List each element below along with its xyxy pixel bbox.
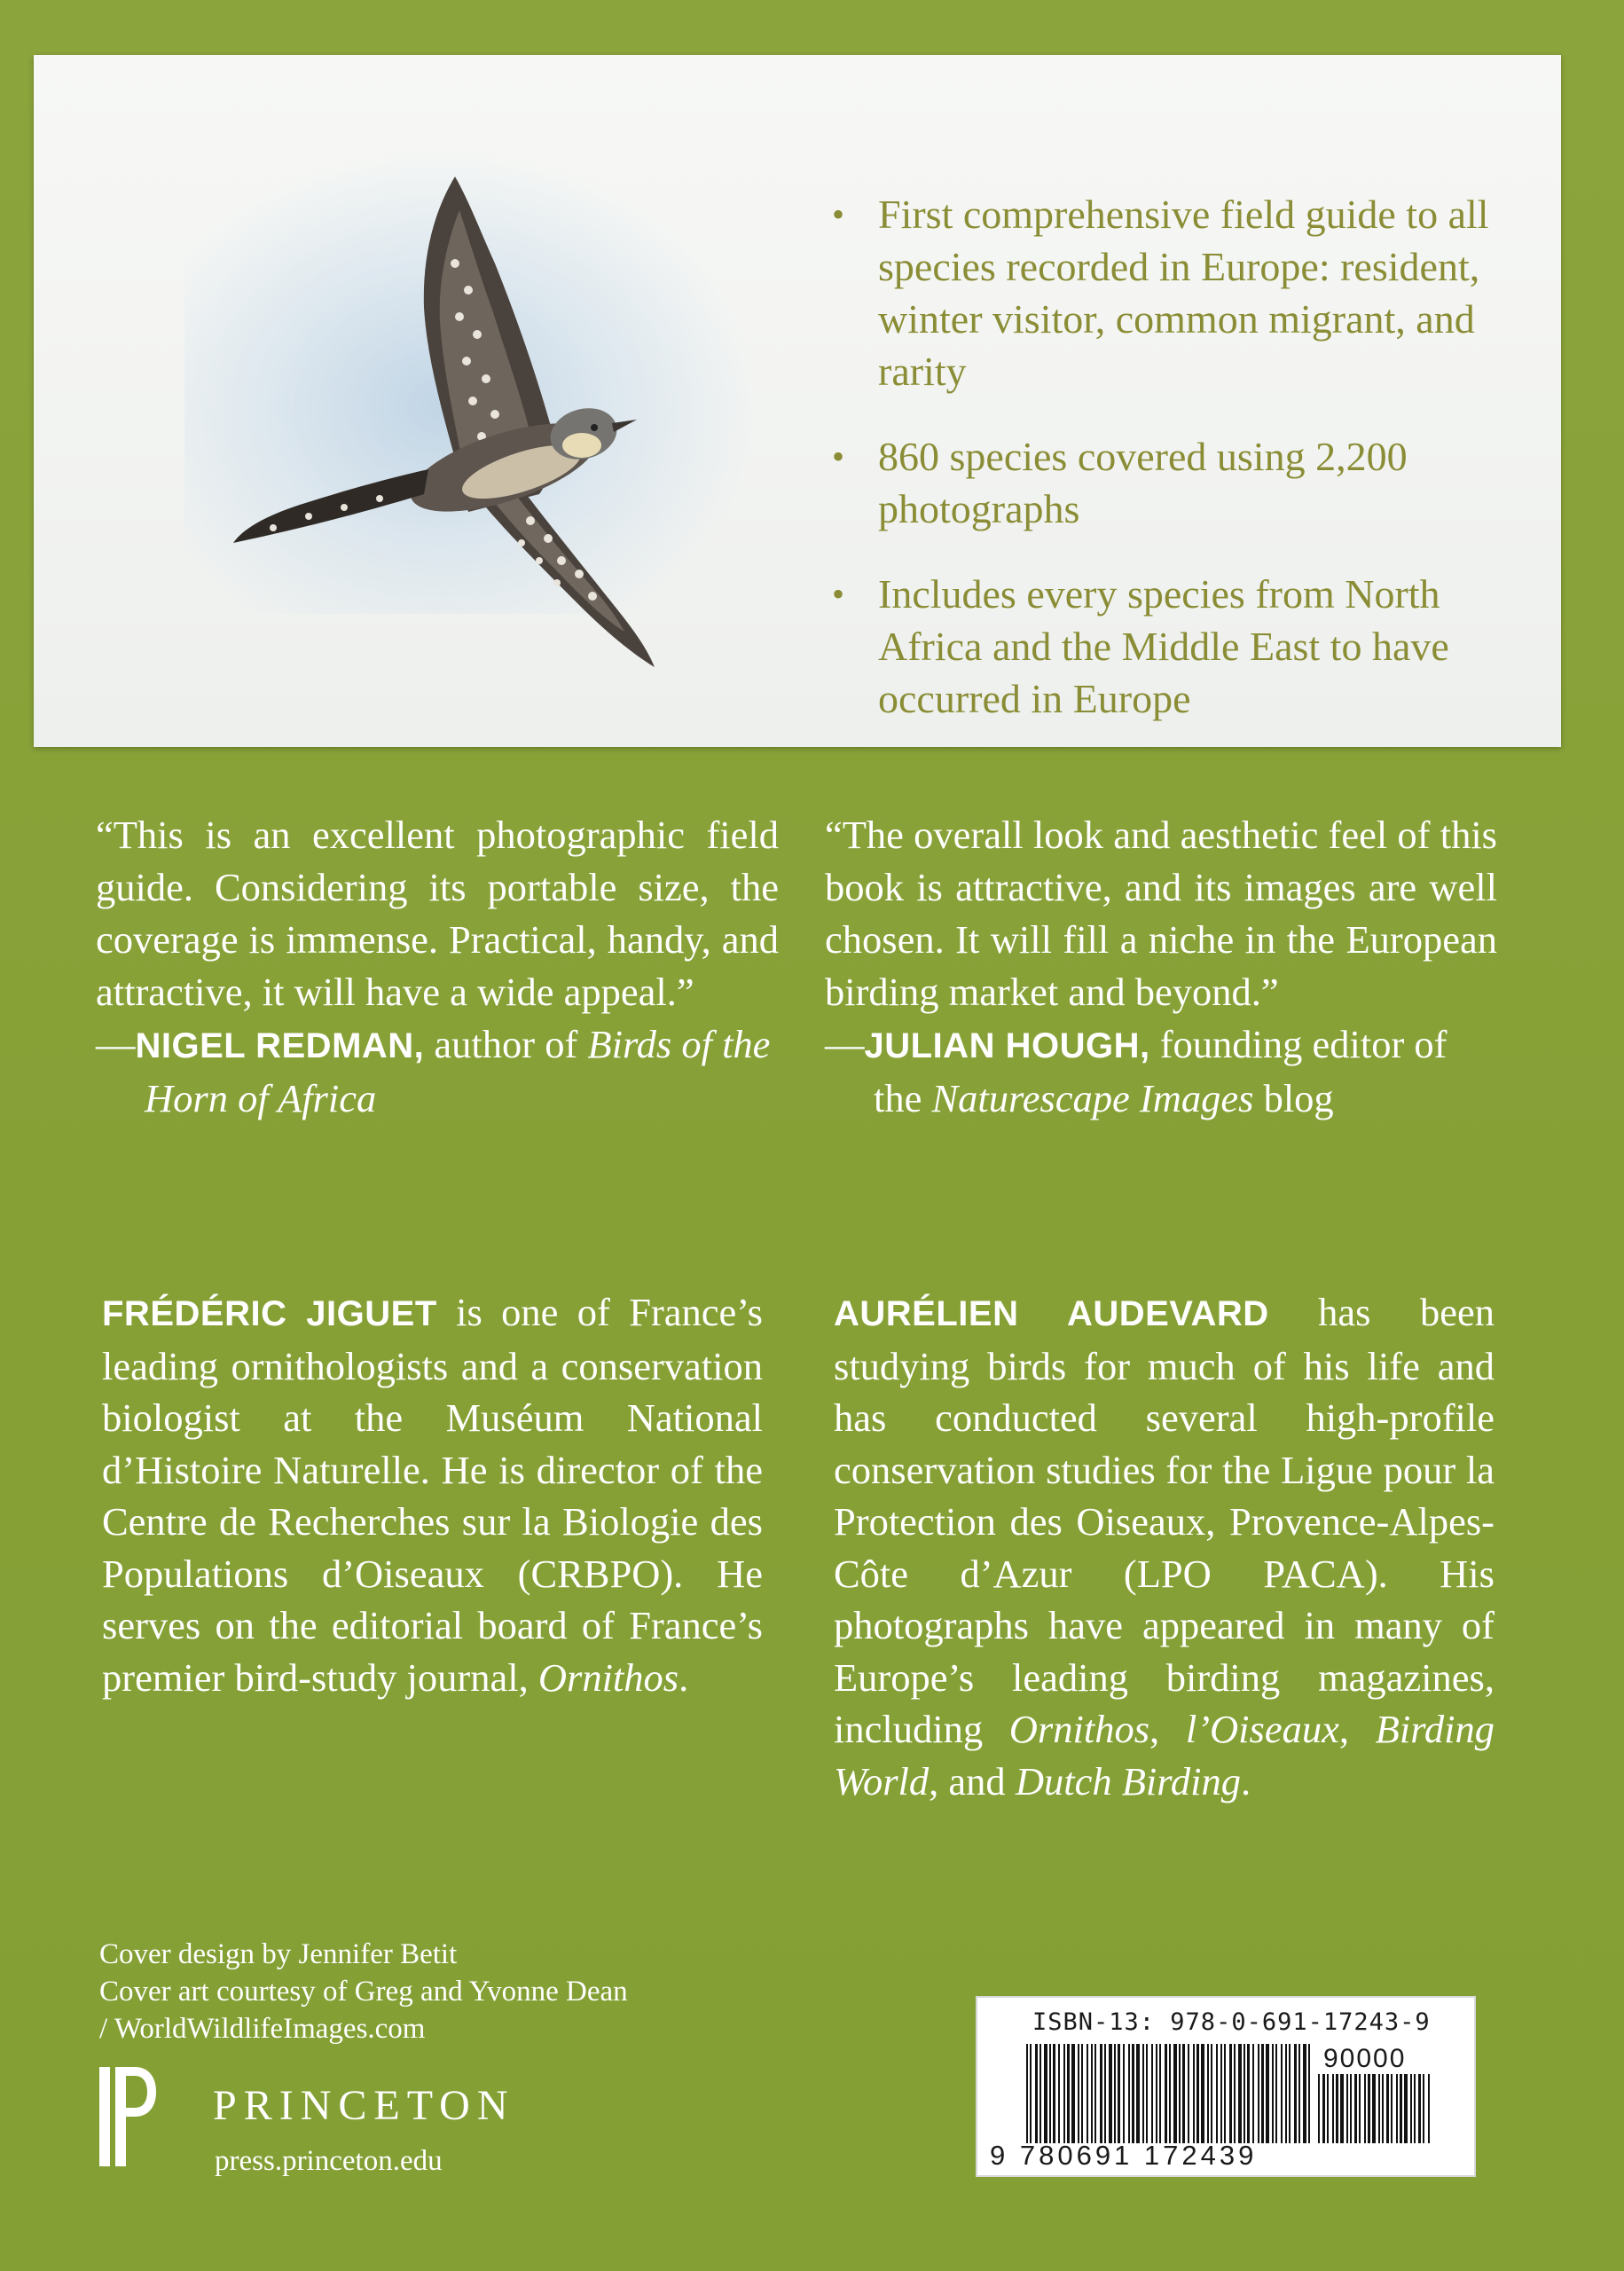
barcode-bar bbox=[1275, 2044, 1277, 2143]
barcode-bar bbox=[1179, 2044, 1181, 2143]
cuckoo-bird-photo bbox=[202, 157, 699, 689]
princeton-logo-icon bbox=[99, 2067, 156, 2166]
author-name: FRÉDÉRIC JIGUET bbox=[102, 1294, 437, 1333]
barcode-bar bbox=[1035, 2044, 1038, 2143]
barcode-bar bbox=[1350, 2074, 1352, 2143]
barcode-bar bbox=[1220, 2044, 1222, 2143]
barcode-bar bbox=[1332, 2074, 1334, 2143]
feature-bullet-list bbox=[832, 188, 1542, 758]
barcode-bar bbox=[1289, 2044, 1291, 2143]
barcode-bar bbox=[1193, 2044, 1195, 2143]
barcode-bar bbox=[1423, 2074, 1424, 2143]
author-bio-audevard: AURÉLIEN AUDEVARD has been studying birds for much of his life and has conducted several high-profile conservation studies for the Ligue pour la Protection des Oiseaux, Provence-Alpes-Côte d’Azur (LPO PACA). His photographs have appeared in many of Europe’s leading birding magazines, including Ornithos, l’Oiseaux, Birding World, and Dutch Birding. bbox=[834, 1290, 1495, 1803]
barcode-bar bbox=[1123, 2044, 1125, 2143]
barcode-bar bbox=[1386, 2074, 1389, 2143]
barcode-bar bbox=[1030, 2044, 1032, 2143]
barcode-bar bbox=[1211, 2044, 1212, 2143]
barcode-bar bbox=[1340, 2074, 1344, 2143]
barcode-bar bbox=[1318, 2074, 1320, 2143]
endorsement-quote-right bbox=[825, 809, 1497, 1125]
ean-digits: 9 780691 172439 bbox=[990, 2140, 1258, 2171]
barcode-bar bbox=[1071, 2044, 1075, 2143]
barcode-bar bbox=[1173, 2044, 1177, 2143]
barcode-bar bbox=[1159, 2044, 1161, 2143]
isbn-number: ISBN-13: 978-0-691-17243-9 bbox=[1032, 2008, 1431, 2036]
barcode-bar bbox=[1053, 2044, 1055, 2143]
barcode-bar bbox=[1378, 2074, 1380, 2143]
barcode-bar bbox=[1146, 2044, 1148, 2143]
barcode-bar bbox=[1136, 2044, 1140, 2143]
barcode-bar bbox=[1118, 2044, 1120, 2143]
barcode-bar bbox=[1247, 2044, 1250, 2143]
barcode-bar bbox=[1418, 2074, 1421, 2143]
barcode-bar bbox=[1091, 2044, 1093, 2143]
barcode-bar bbox=[1081, 2044, 1083, 2143]
feature-bullet: • Includes every species from North Africa and the Middle East to have occurred in Europe bbox=[832, 568, 1542, 725]
barcode-bar bbox=[1165, 2044, 1167, 2143]
barcode-bar bbox=[1281, 2044, 1283, 2143]
quote-text: “This is an excellent photographic field guide. Considering its portable size, the coverage is immense. Practical, handy, and attractive, it will have a wide appeal.” bbox=[96, 813, 779, 1014]
barcode-bar bbox=[1285, 2044, 1287, 2143]
barcode-bar bbox=[1104, 2044, 1106, 2143]
bullet-dot-icon: • bbox=[832, 194, 845, 234]
barcode-bar bbox=[1364, 2074, 1366, 2143]
endorser-work: Naturescape Images bbox=[931, 1076, 1254, 1120]
endorser-name: NIGEL REDMAN, bbox=[135, 1026, 425, 1065]
barcode-bar bbox=[1368, 2074, 1370, 2143]
barcode-bar bbox=[1207, 2044, 1209, 2143]
addon-barcode-bars bbox=[1318, 2074, 1430, 2143]
barcode-bar bbox=[1428, 2074, 1430, 2143]
feature-panel bbox=[34, 55, 1561, 747]
barcode-bar bbox=[1094, 2044, 1096, 2143]
endorsement-quote-left bbox=[96, 809, 779, 1125]
barcode-bar bbox=[1216, 2044, 1218, 2143]
barcode-bar bbox=[1382, 2074, 1384, 2143]
bullet-dot-icon: • bbox=[832, 436, 845, 476]
barcode-bar bbox=[1040, 2044, 1041, 2143]
barcode-bar bbox=[1303, 2044, 1306, 2143]
endorser-work: Birds of the Horn of Africa bbox=[145, 1022, 771, 1120]
author-name: AURÉLIEN AUDEVARD bbox=[834, 1294, 1269, 1333]
quote-attribution: —NIGEL REDMAN, author of Birds of the Horn of Africa bbox=[96, 1022, 771, 1120]
credit-line: / WorldWildlifeImages.com bbox=[99, 2013, 426, 2045]
barcode-bar bbox=[1058, 2044, 1060, 2143]
barcode-bar bbox=[1114, 2044, 1116, 2143]
credit-line: Cover art courtesy of Greg and Yvonne Dean bbox=[99, 1976, 628, 2008]
barcode-bar bbox=[1238, 2044, 1242, 2143]
cover-credits bbox=[99, 1936, 791, 2047]
price-code: 90000 bbox=[1323, 2044, 1407, 2073]
barcode-bar bbox=[1156, 2044, 1157, 2143]
quote-text: “The overall look and aesthetic feel of this book is attractive, and its images are well chosen. It will fill a niche in the European birding market and beyond.” bbox=[825, 813, 1497, 1014]
barcode-bar bbox=[1400, 2074, 1402, 2143]
barcode-bar bbox=[1196, 2044, 1199, 2143]
barcode-bar bbox=[1132, 2044, 1134, 2143]
quote-attribution: —JULIAN HOUGH, founding editor of the Naturescape Images blog bbox=[825, 1022, 1447, 1120]
barcode-bar bbox=[1128, 2044, 1130, 2143]
barcode-bar bbox=[1410, 2074, 1412, 2143]
barcode-bar bbox=[1078, 2044, 1079, 2143]
isbn-barcode bbox=[976, 1996, 1476, 2177]
barcode-bar bbox=[1234, 2044, 1236, 2143]
barcode-bar bbox=[1327, 2074, 1329, 2143]
barcode-bar bbox=[1372, 2074, 1376, 2143]
barcode-bar bbox=[1049, 2044, 1051, 2143]
barcode-bar bbox=[1224, 2044, 1226, 2143]
feature-bullet: • 860 species covered using 2,200 photographs bbox=[832, 430, 1542, 535]
credit-line: Cover design by Jennifer Betit bbox=[99, 1938, 458, 1970]
barcode-bar bbox=[1188, 2044, 1189, 2143]
barcode-bar bbox=[1087, 2044, 1088, 2143]
barcode-bar bbox=[1396, 2074, 1398, 2143]
barcode-bar bbox=[1067, 2044, 1070, 2143]
barcode-bar bbox=[1346, 2074, 1348, 2143]
barcode-bar bbox=[1229, 2044, 1232, 2143]
barcode-bar bbox=[1142, 2044, 1144, 2143]
barcode-bar bbox=[1391, 2074, 1393, 2143]
barcode-bar bbox=[1298, 2044, 1300, 2143]
ean-barcode-bars bbox=[1026, 2044, 1310, 2143]
barcode-bar bbox=[1026, 2044, 1028, 2143]
bullet-dot-icon: • bbox=[832, 574, 845, 614]
barcode-bar bbox=[1272, 2044, 1274, 2143]
feature-bullet: • First comprehensive field guide to all species recorded in Europe: resident, winter visitor, common migrant, and rarity bbox=[832, 188, 1542, 397]
barcode-bar bbox=[1252, 2044, 1254, 2143]
barcode-bar bbox=[1109, 2044, 1112, 2143]
publisher-url: press.princeton.edu bbox=[215, 2145, 443, 2177]
barcode-bar bbox=[1414, 2074, 1416, 2143]
publisher-name: PRINCETON bbox=[213, 2082, 515, 2129]
barcode-bar bbox=[1261, 2044, 1264, 2143]
barcode-bar bbox=[1182, 2044, 1185, 2143]
barcode-bar bbox=[1100, 2044, 1102, 2143]
barcode-bar bbox=[1063, 2044, 1065, 2143]
barcode-bar bbox=[1169, 2044, 1171, 2143]
barcode-bar bbox=[1308, 2044, 1310, 2143]
barcode-bar bbox=[1336, 2074, 1338, 2143]
endorser-name: JULIAN HOUGH, bbox=[864, 1026, 1150, 1065]
barcode-bar bbox=[1404, 2074, 1408, 2143]
barcode-bar bbox=[1359, 2074, 1361, 2143]
barcode-bar bbox=[1266, 2044, 1269, 2143]
barcode-bar bbox=[1044, 2044, 1047, 2143]
barcode-bar bbox=[1354, 2074, 1357, 2143]
barcode-bar bbox=[1243, 2044, 1245, 2143]
barcode-bar bbox=[1151, 2044, 1153, 2143]
barcode-bar bbox=[1201, 2044, 1204, 2143]
barcode-bar bbox=[1294, 2044, 1297, 2143]
barcode-bar bbox=[1258, 2044, 1259, 2143]
author-bio-jiguet: FRÉDÉRIC JIGUET is one of France’s leading ornithologists and a conservation biologist at the Muséum National d’Histoire Naturelle. He is director of the Centre de Recherches sur la Biologie des Populations d’Oiseaux (CRBPO). He serves on the editorial board of France’s premier bird-study journal, Ornithos. bbox=[102, 1290, 763, 1700]
barcode-bar bbox=[1322, 2074, 1325, 2143]
